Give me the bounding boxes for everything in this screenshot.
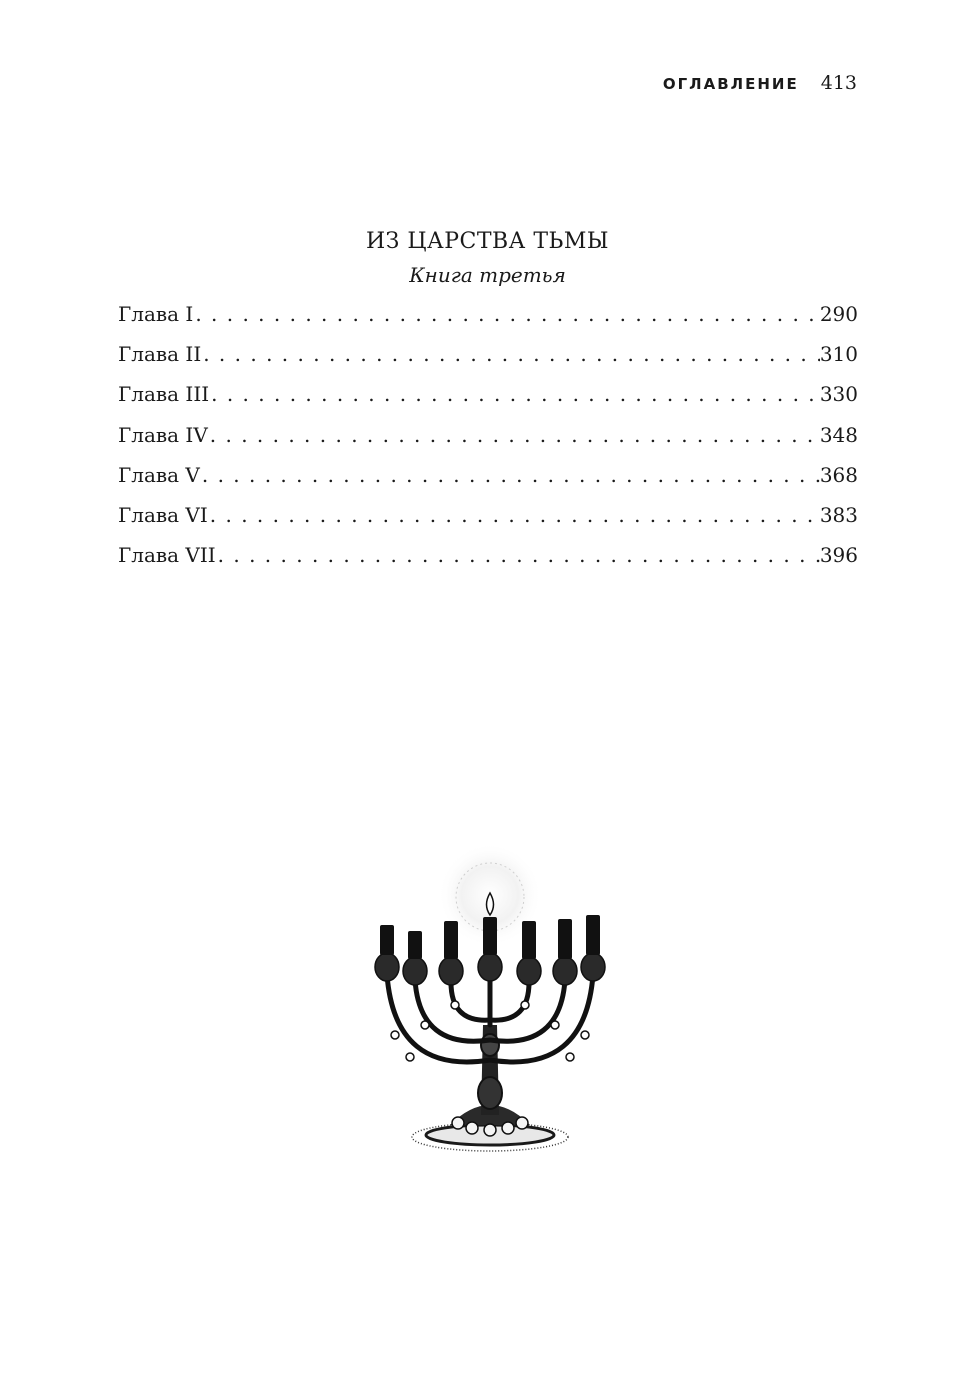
toc-entry-label: Глава III — [118, 382, 210, 407]
toc-entry-label: Глава VII — [118, 543, 216, 568]
toc-entry-label: Глава I — [118, 302, 194, 326]
toc-leader-dots — [208, 503, 820, 527]
toc-entry-label: Глава VI — [118, 502, 208, 527]
toc-entry-page: 330 — [819, 382, 858, 407]
toc-entry[interactable] — [118, 302, 858, 342]
toc-entry[interactable] — [118, 543, 858, 583]
toc-leader-dots — [216, 543, 820, 567]
table-of-contents — [118, 302, 858, 583]
toc-entry[interactable] — [118, 342, 858, 382]
toc-entry-page: 383 — [819, 502, 858, 527]
running-title: ОГЛАВЛЕНИЕ — [662, 75, 799, 93]
toc-leader-dots — [209, 382, 820, 406]
menorah-icon — [355, 845, 625, 1165]
toc-entry-page: 396 — [819, 543, 858, 568]
toc-entry-page: 368 — [819, 462, 858, 487]
section-title: ИЗ ЦАРСТВА ТЬМЫ — [365, 229, 610, 254]
toc-entry[interactable] — [118, 382, 858, 422]
toc-entry-label: Глава II — [118, 342, 202, 367]
section-subtitle: Книга третья — [409, 263, 566, 287]
toc-entry-page: 290 — [819, 302, 858, 326]
toc-leader-dots — [200, 463, 820, 487]
toc-entry[interactable] — [118, 423, 858, 463]
toc-entry[interactable] — [118, 463, 858, 503]
page-number: 413 — [820, 72, 857, 94]
toc-leader-dots — [201, 342, 820, 366]
toc-entry[interactable] — [118, 503, 858, 543]
toc-entry-page: 310 — [819, 342, 858, 367]
toc-entry-label: Глава IV — [118, 422, 208, 447]
toc-leader-dots — [193, 302, 820, 326]
running-head — [663, 72, 857, 94]
toc-leader-dots — [208, 423, 820, 447]
toc-entry-page: 348 — [819, 422, 858, 447]
toc-entry-label: Глава V — [118, 462, 200, 487]
